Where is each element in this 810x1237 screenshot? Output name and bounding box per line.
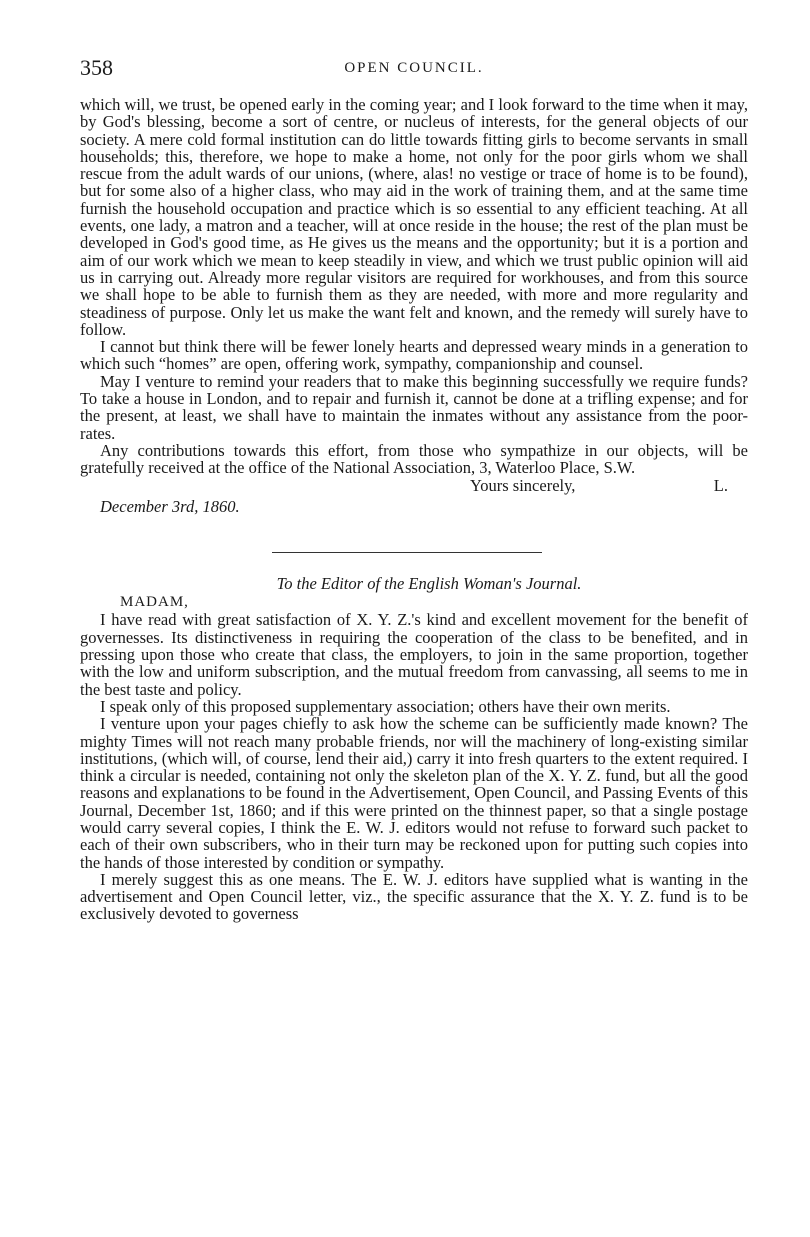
paragraph: which will, we trust, be opened early in the coming year; and I look forward to the time when it may, by God's blessing, become a sort of centre, or nucleus of interests, for the general objects of our society. A mere cold formal institution can do little towards fitting girls to become servants in small households; this, therefore, we hope to make a home, not only for the poor girls whom we shall rescue from the adult wards of our unions, (where, alas! no vestige or trace of home is to be found), but for some also of a higher class, who may aid in the work of training them, and at the same time furnish the household occupation and practice which is so essential to any efficient teaching. At all events, one lady, a matron and a teacher, will at once reside in the house; the rest of the plan must be developed in God's good time, as He gives us the means and the opportunity; but it is a portion and aim of our work which we mean to keep steadily in view, and which we trust public opinion will aid us in carrying out. Already more regular visitors are required for workhouses, and from this source we shall hope to be able to furnish them as they are needed, with more and more regularity and steadiness of purpose. Only let us make the want felt and known, and the remedy will surely have to follow. xyxy=(80,95,748,339)
paragraph: May I venture to remind your readers that to make this beginning successfully we require funds? To take a house in London, and to repair and furnish it, cannot be done at a trifling expense; and for the present, at least, we shall have to maintain the inmates without any assistance from the poor-rates. xyxy=(80,371,748,443)
salutation: MADAM, xyxy=(120,594,189,611)
body-text xyxy=(80,96,748,923)
paragraph: I cannot but think there will be fewer lonely hearts and depressed weary minds in a generation to which such “homes” are open, offering work, sympathy, companionship and counsel. xyxy=(80,337,748,374)
signature-initial: L. xyxy=(713,475,728,495)
paragraph: I speak only of this proposed supplementary association; others have their own merits. xyxy=(100,696,671,716)
letter-two xyxy=(80,575,748,923)
dateline xyxy=(80,498,748,515)
paragraph: I have read with great satisfaction of X. Y. Z.'s kind and excellent movement for the benefit of governesses. Its distinctiveness in requiring the cooperation of the class to be benefited, and in pressing upon those who create that class, the employers, to join in the same proportion, together with the low and uniform subscription, and the mutual freedom from canvassing, all seems to me in the best taste and policy. xyxy=(80,610,748,699)
paragraph: I merely suggest this as one means. The E. W. J. editors have supplied what is wanting in the advertisement and Open Council letter, viz., the specific assurance that the X. Y. Z. fund is to be exclusively devoted to governess xyxy=(80,869,748,924)
page-header xyxy=(80,55,748,85)
signoff xyxy=(80,477,748,496)
letter-heading: To the Editor of the English Woman's Journal. xyxy=(276,573,582,593)
section-divider xyxy=(272,552,542,553)
paragraph: Any contributions towards this effort, from those who sympathize in our objects, will be gratefully received at the office of the National Association, 3, Waterloo Place, S.W. xyxy=(80,440,748,478)
paragraph: I venture upon your pages chiefly to ask how the scheme can be sufficiently made known? The mighty Times will not reach many probable friends, nor will the machinery of long-existing similar institutions, (which will, of course, lend their aid,) carry it into fresh quarters to the extent required. I think a circular is needed, containing not only the skeleton plan of the X. Y. Z. fund, but all the good reasons and explanations to be found in the Advertisement, Open Council, and Passing Events of this Journal, December 1st, 1860; and if this were printed on the thinnest paper, so that a single postage would carry several copies, I think the E. W. J. editors would not refuse to forward such packet to each of their own subscribers, who in their turn may be reckoned upon for putting such copies into the hands of those interested by condition or sympathy. xyxy=(80,714,748,872)
closing: Yours sincerely, xyxy=(470,475,576,495)
letter-one xyxy=(80,96,748,515)
date: December 3rd, 1860. xyxy=(100,496,240,516)
running-head: OPEN COUNCIL. xyxy=(344,60,484,76)
page-number: 358 xyxy=(80,55,113,80)
